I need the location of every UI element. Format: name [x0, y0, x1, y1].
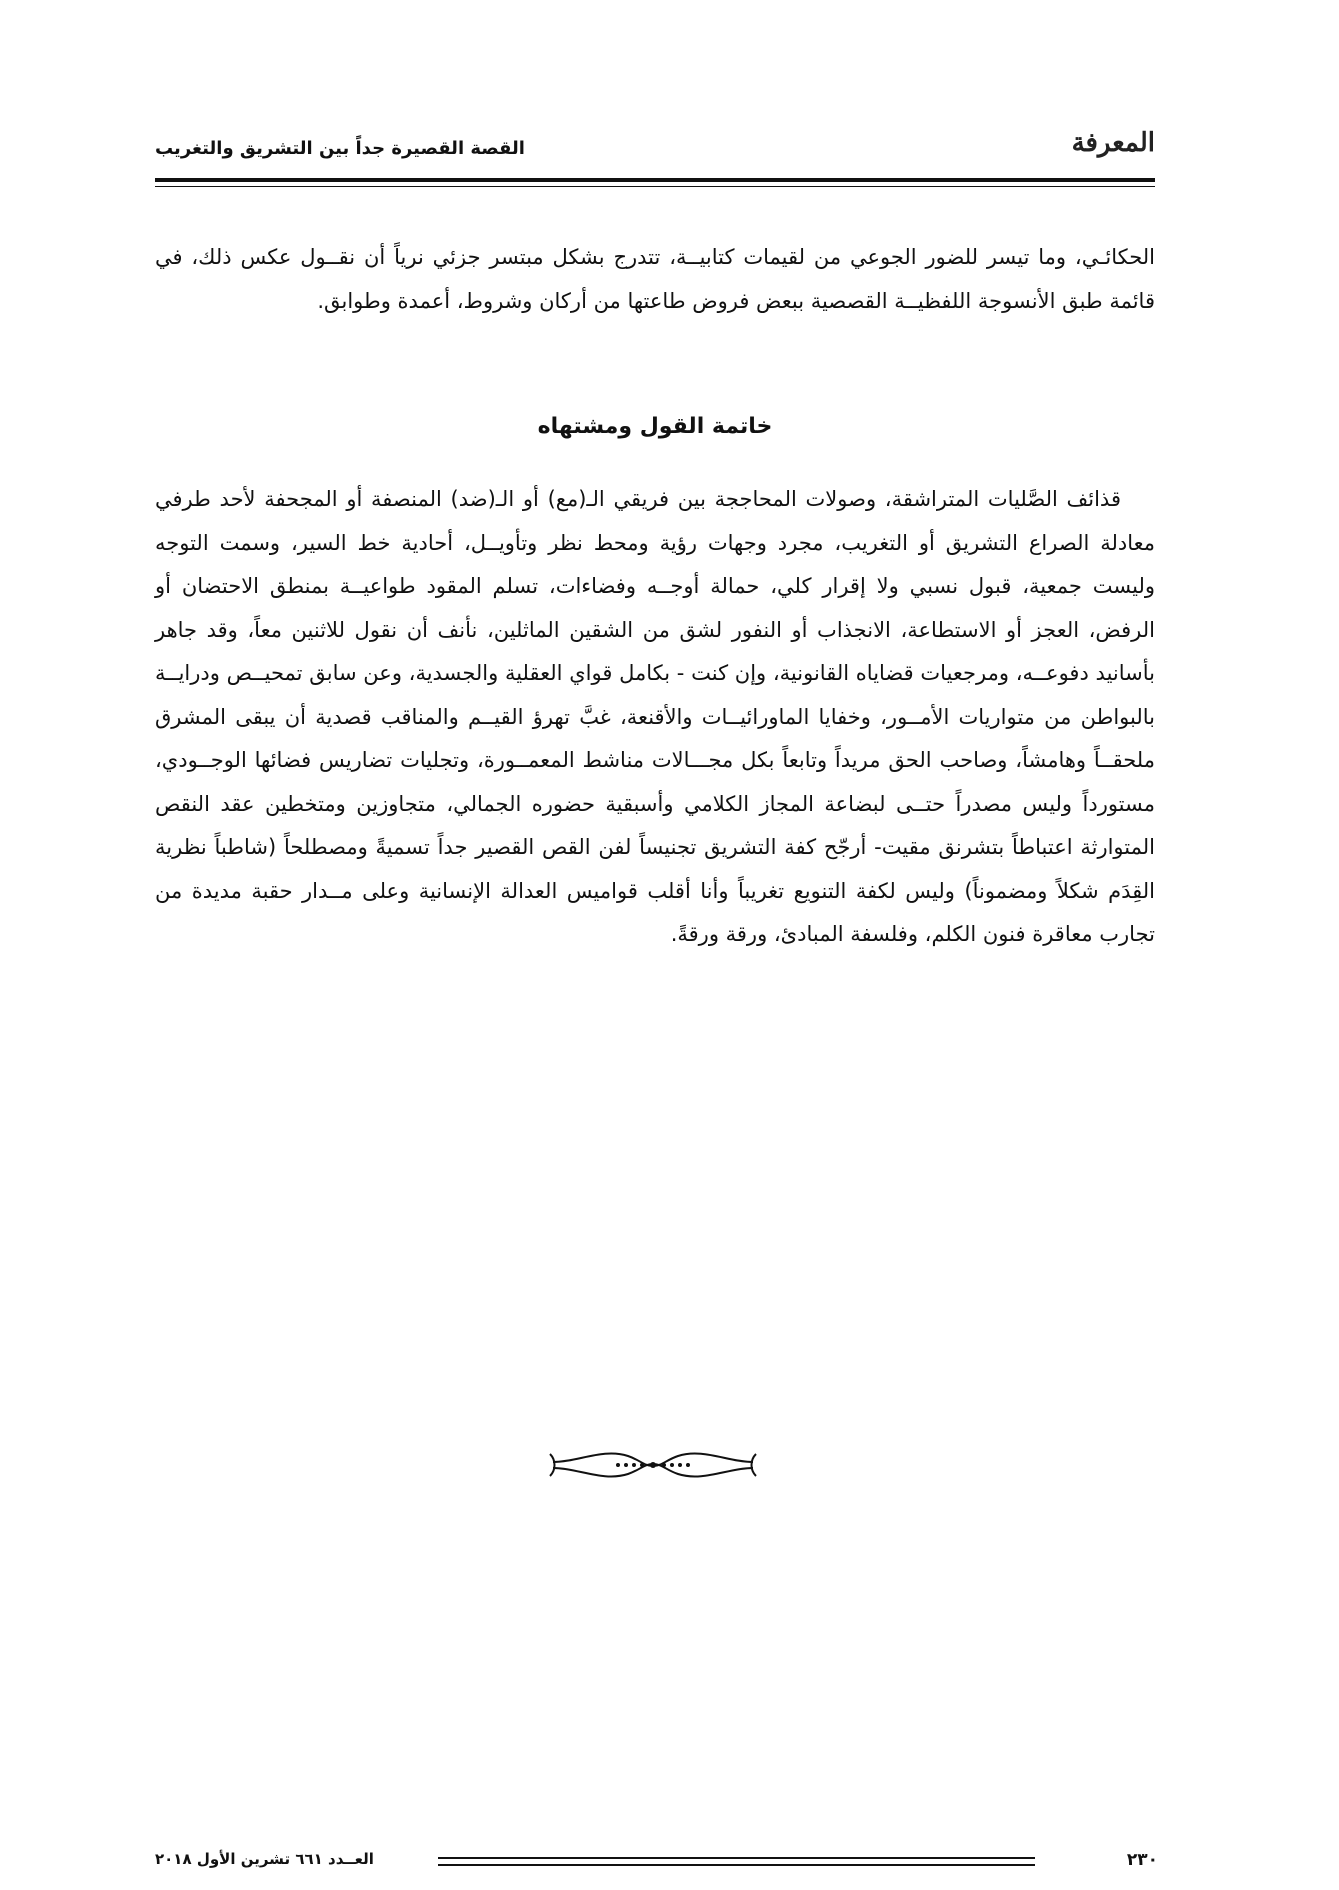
page-number: ٢٣٠	[1126, 1850, 1158, 1870]
ornament-divider-icon	[548, 1440, 758, 1490]
footer-rule-lower	[438, 1864, 1035, 1866]
body-paragraph-2: قذائف الصَّليات المتراشقة، وصولات المحاججة بين فريقي الـ(مع) أو الـ(ضد) المنصفة أو المجحفة لأحد طرفي معادلة الصراع التشريق أو التغريب، مجرد وجهات رؤية ومحط نظر وتأويــل، أحادية خط السير، وسمت التوجه وليست جمعية، قبول نسبي ولا إقرار كلي، حمالة أوجــه وفضاءات، تسلم المقود طواعيــة بمنطق الاحتضان أو الرفض، العجز أو الاستطاعة، الانجذاب أو النفور لشق من الشقين الماثلين، نأنف أن نقول للاثنين معاً، وقد جاهر بأسانيد دفوعــه، ومرجعيات قضاياه القانونية، وإن كنت - بكامل قواي العقلية والجسدية، وعن سابق تمحيــص ودرايــة بالبواطن من متواريات الأمــور، وخفايا الماورائيــات والأقنعة، غبَّ تهرؤ القيــم والمناقب قصدية أن يبقى المشرق ملحقــاً وهامشاً، وصاحب الحق مريداً وتابعاً بكل مجـــالات مناشط المعمــورة، وتجليات تضاريس فضائها الوجــودي، مستورداً وليس مصدراً حتــى لبضاعة المجاز الكلامي وأسبقية حضوره الجمالي، متجاوزين ومتخطين عقد النقص المتوارثة اعتباطاً بتشرنق مقيت- أرجّح كفة التشريق تجنيساً لفن القص القصير جداً تسميةً ومصطلحاً (شاطباً نظرية القِدَم شكلاً ومضموناً) وليس لكفة التنويع تغريباً وأنا أقلب قواميس العدالة الإنسانية وعلى مــدار حقبة مديدة من تجارب معاقرة فنون الكلم، وفلسفة المبادئ، ورقة ورقةً.	[155, 487, 1155, 946]
section-heading: خاتمة القول ومشتهاه	[537, 414, 773, 439]
issue-label: العــدد ٦٦١ تشرين الأول ٢٠١٨	[155, 1850, 374, 1868]
magazine-logo: المعرفة	[1071, 128, 1155, 158]
body-paragraph-1: الحكائـي، وما تيسر للضور الجوعي من لقيمات كتابيــة، تتدرج بشكل مبتسر جزئي نرياً أن نقــول عكس ذلك، في قائمة طبق الأنسوجة اللفظيــة القصصية ببعض فروض طاعتها من أركان وشروط، أعمدة وطوابق.	[155, 245, 1155, 313]
running-title: القصة القصيرة جداً بين التشريق والتغريب	[155, 138, 525, 159]
header-rule-thin	[155, 186, 1155, 187]
header-rule	[155, 178, 1155, 182]
footer-rule	[438, 1857, 1035, 1859]
page-header	[155, 120, 1155, 170]
